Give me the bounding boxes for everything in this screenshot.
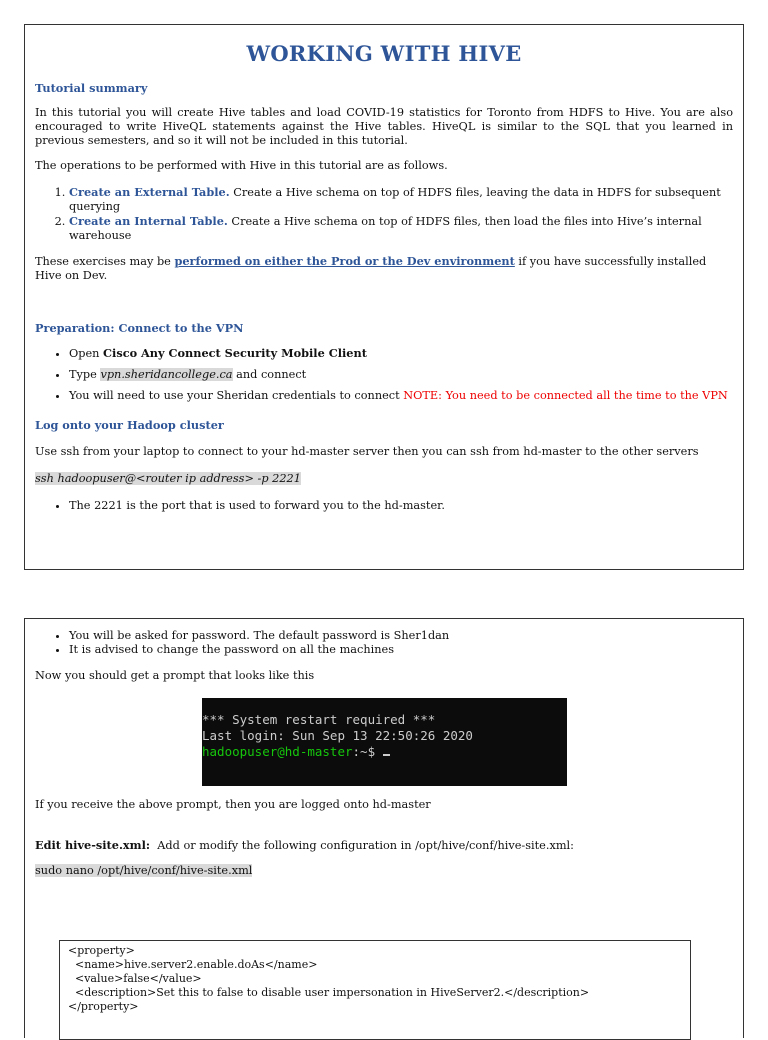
list-item (69, 368, 733, 382)
preparation-list (35, 346, 733, 403)
terminal-screenshot (202, 698, 567, 786)
list-item (69, 346, 733, 361)
page-title: WORKING WITH HIVE (246, 41, 522, 66)
edit-config-paragraph (35, 838, 733, 853)
type-suffix: and connect (232, 368, 307, 381)
operation-title: Create an External Table. (69, 185, 230, 199)
list-item: • You will be asked for password. The default password is Sher1dan (69, 629, 733, 643)
vpn-address: vpn.sheridancollege.ca (100, 368, 233, 381)
port-note-list (35, 499, 733, 513)
login-heading: Log onto your Hadoop cluster (35, 418, 224, 432)
vpn-note: NOTE: You need to be connected all the time to the VPN (403, 389, 728, 402)
login-paragraph: Use ssh from your laptop to connect to your hd-master server then you can ssh from hd-master to the other servers (35, 445, 699, 458)
operation-title: Create an Internal Table. (69, 214, 228, 228)
operation-text: Create a Hive schema on top of HDFS files, then load the files into Hive’s internal warehouse (69, 215, 702, 242)
terminal-line-2: Last login: Sun Sep 13 22:50:26 2020 (202, 728, 473, 743)
tutorial-summary-heading: Tutorial summary (35, 81, 148, 95)
terminal-cursor (383, 754, 390, 756)
open-prefix: Open (69, 347, 104, 360)
list-item (69, 185, 733, 214)
terminal-prompt-path: :~$ (352, 744, 383, 759)
ssh-command-text: ssh hadoopuser@<router ip address> -p 2221 (35, 472, 301, 485)
ssh-command (35, 472, 733, 486)
credentials-text: You will need to use your Sheridan credentials to connect (69, 389, 404, 402)
vpn-client-name: Cisco Any Connect Security Mobile Client (103, 346, 367, 360)
logged-in-text: If you receive the above prompt, then you are logged onto hd-master (35, 798, 431, 811)
type-prefix: Type (69, 368, 101, 381)
operations-intro: The operations to be performed with Hive in this tutorial are as follows. (35, 159, 448, 172)
edit-config-text: Add or modify the following configuration in /opt/hive/conf/hive-site.xml: (150, 839, 574, 852)
config-code-block: <property> <name>hive.server2.enable.doAs</name> <value>false</value> <description>Set this to false to disable user impersonation in HiveServer2.</description> </property> (59, 940, 691, 1040)
environment-paragraph (35, 254, 733, 283)
operations-list (35, 185, 733, 243)
terminal-prompt-user: hadoopuser@hd-master (202, 744, 353, 759)
document-page-2 (24, 618, 744, 1038)
password-list (35, 629, 733, 657)
environment-text-before: These exercises may be (35, 255, 175, 268)
operation-text: Create a Hive schema on top of HDFS files, leaving the data in HDFS for subsequent querying (69, 186, 721, 213)
list-item (69, 389, 733, 403)
terminal-line-1: *** System restart required *** (202, 712, 436, 727)
preparation-heading: Preparation: Connect to the VPN (35, 321, 244, 335)
summary-paragraph: In this tutorial you will create Hive tables and load COVID-19 statistics for Toronto from HDFS to Hive. You are also encouraged to write HiveQL statements against the Hive tables. HiveQL is similar to the SQL that you learned in previous semesters, and so it will not be included in this tutorial. (35, 106, 733, 147)
list-item: • It is advised to change the password on all the machines (69, 643, 733, 657)
nano-command-text: sudo nano /opt/hive/conf/hive-site.xml (35, 864, 253, 877)
list-item: • The 2221 is the port that is used to forward you to the hd-master. (69, 499, 733, 513)
document-page-1 (24, 24, 744, 570)
prompt-intro: Now you should get a prompt that looks like this (35, 669, 315, 682)
list-item (69, 214, 733, 243)
nano-command (35, 864, 733, 878)
environment-text-after: if you have successfully installed Hive on Dev. (35, 255, 707, 282)
environment-link[interactable]: performed on either the Prod or the Dev environment (174, 254, 515, 268)
edit-config-label: Edit hive-site.xml: (35, 838, 151, 852)
